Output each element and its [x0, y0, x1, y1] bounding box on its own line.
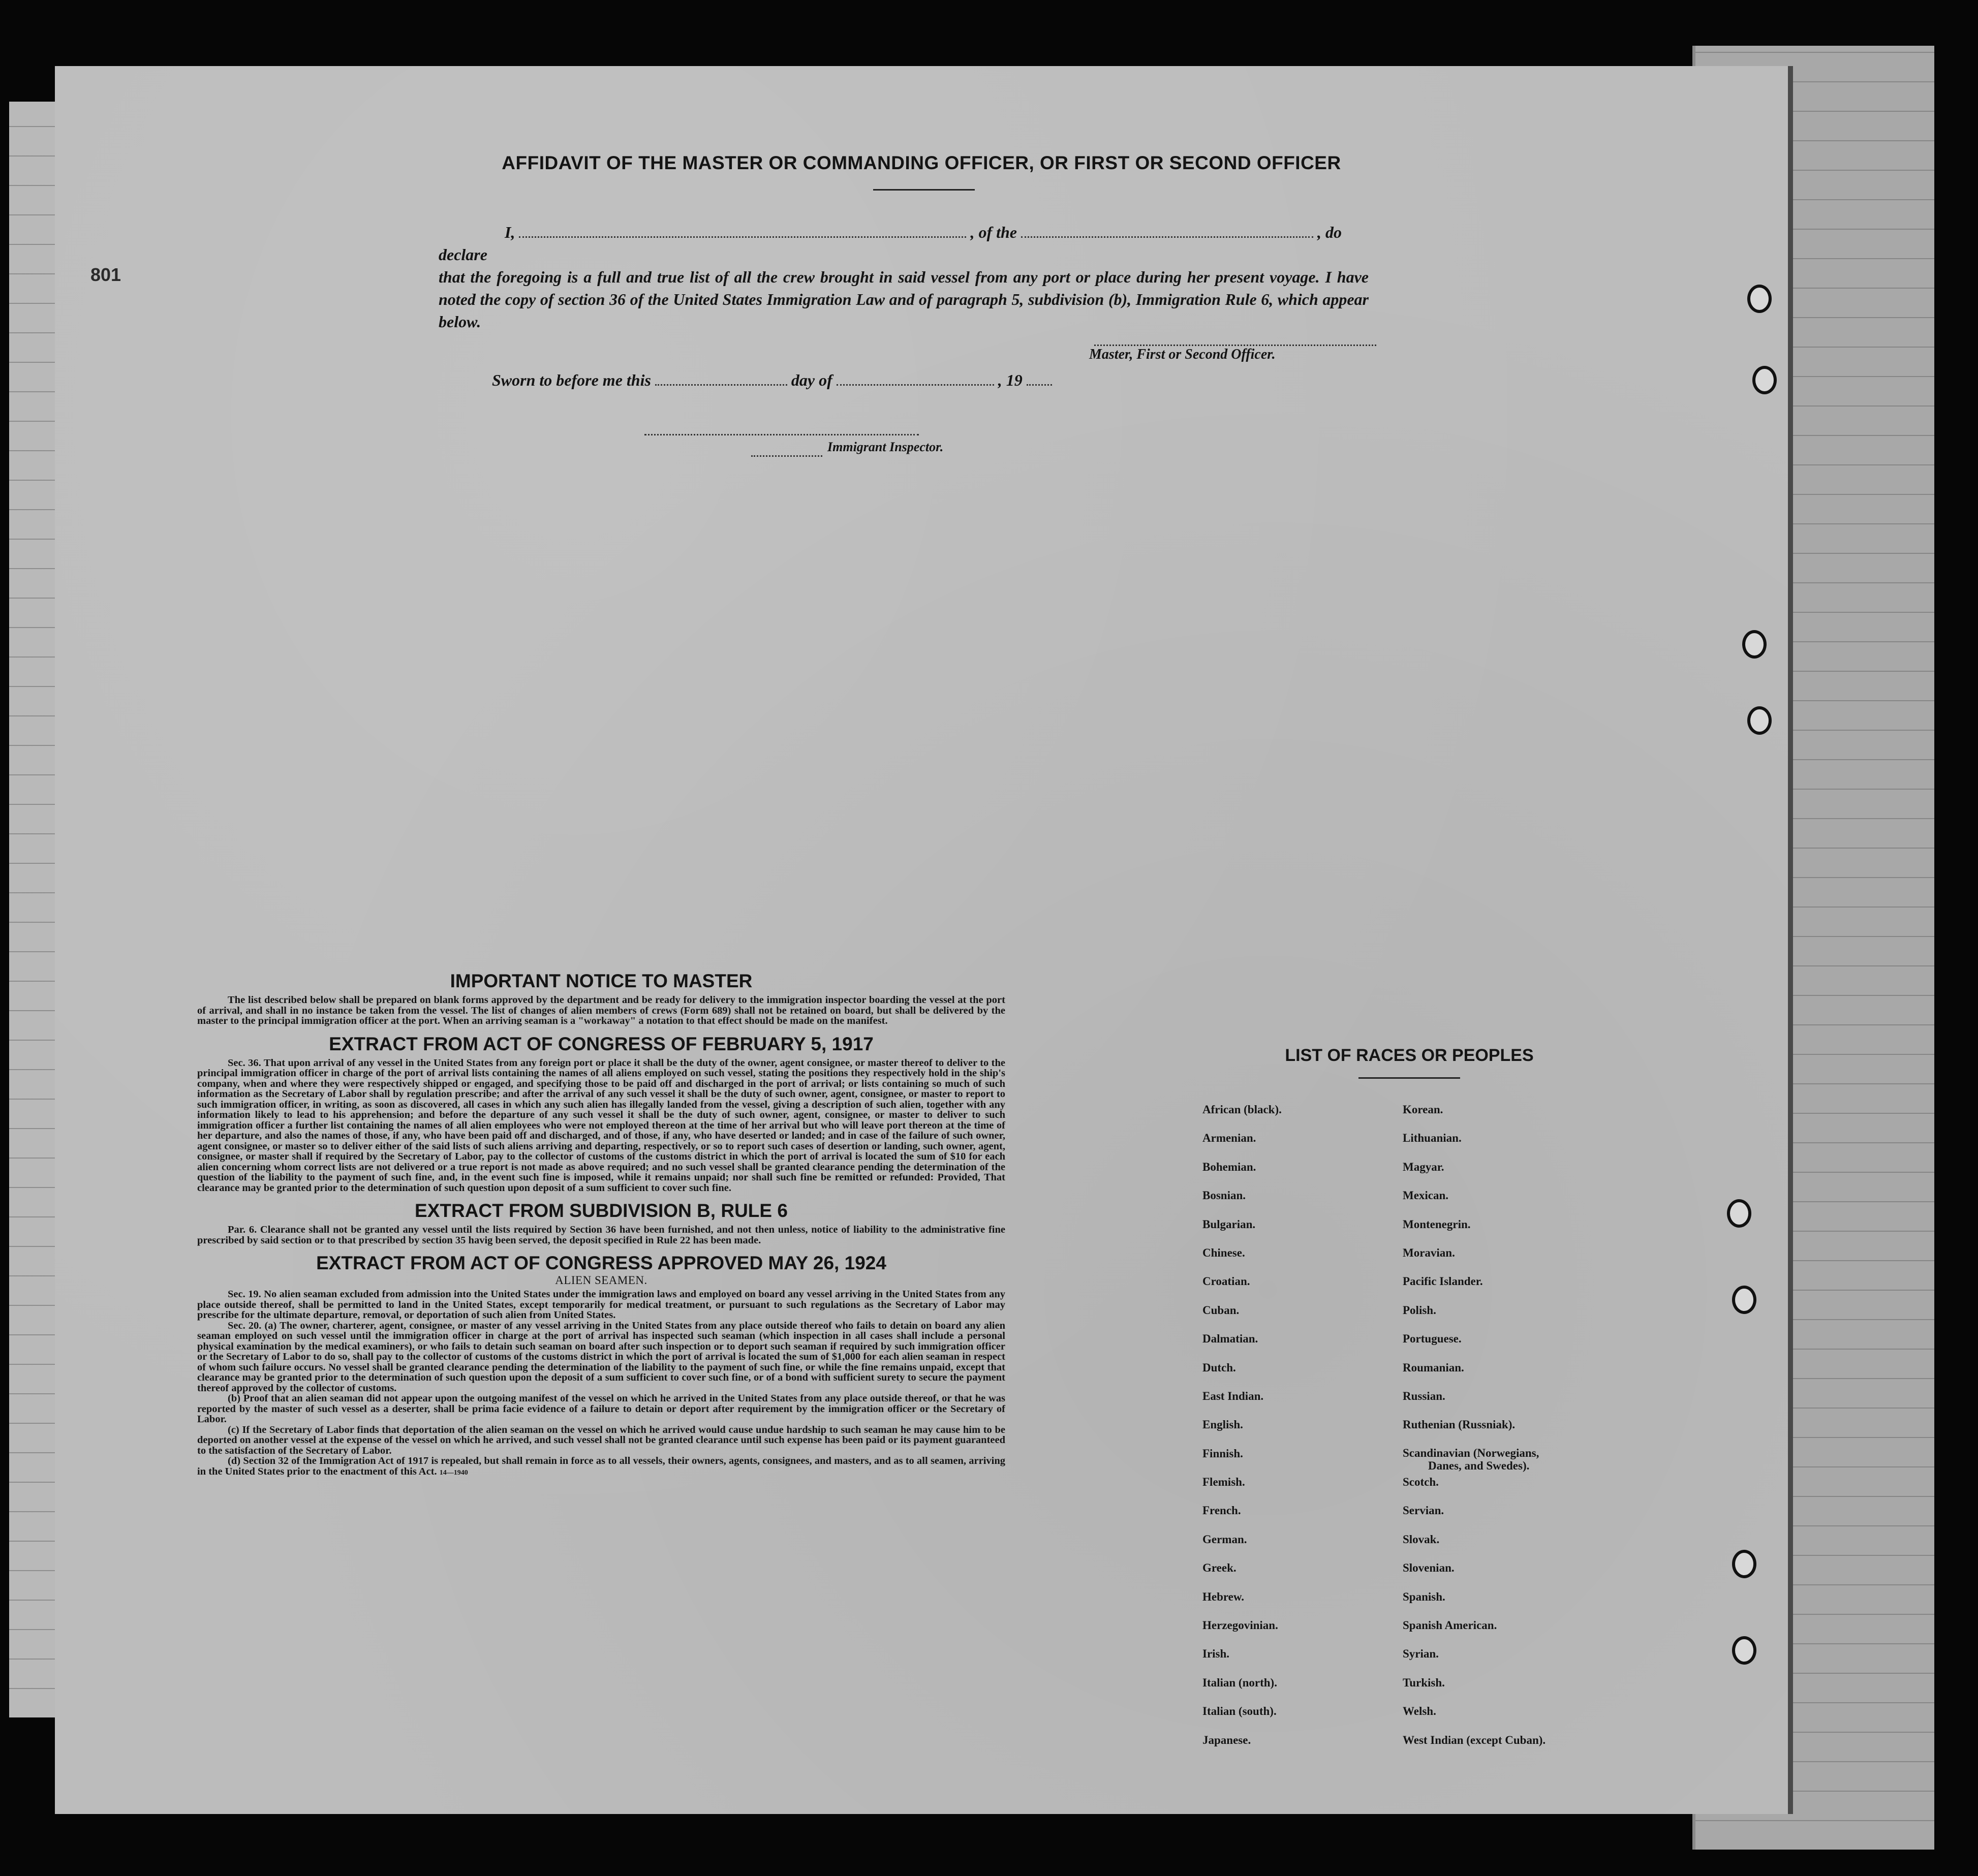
race-item: Spanish American. [1403, 1619, 1497, 1632]
punch-hole [1732, 1286, 1756, 1314]
affidavit-do-declare: , do declare [439, 223, 1342, 264]
inspector-label: Immigrant Inspector. [827, 440, 944, 454]
legal-notices [197, 971, 1005, 1478]
extract-1924-sec20d-text: (d) Section 32 of the Immigration Act of 1917 is repealed, but shall remain in force as to all vessels, their owners, agents, consignees, and masters, and as to all seamen, arriving in the United States prior to the enactment of this Act. [197, 1455, 1005, 1477]
races-right-column [1403, 1103, 1546, 1762]
race-item: Mexican. [1403, 1189, 1449, 1202]
race-item: Bulgarian. [1202, 1217, 1256, 1231]
form-code: 14—1940 [439, 1468, 468, 1477]
vessel-name-field[interactable] [1021, 223, 1313, 238]
extract-1924-sec19: Sec. 19. No alien seaman excluded from admission into the United States under the immigration laws and employed on board any vessel arriving in the United States from any place outside thereof, shall be permitted to land in the United States, except temporarily for medical treatment, or pursuant to such regulations as the Secretary of Labor may prescribe for the ultimate departure, removal, or deportation of such alien from United States. [197, 1289, 1005, 1321]
extract-1924-subtitle: ALIEN SEAMEN. [555, 1274, 647, 1287]
inspector-initial-field[interactable] [751, 442, 822, 457]
margin-number: 801 [90, 264, 121, 285]
race-item: English. [1202, 1418, 1243, 1431]
race-item: African (black). [1202, 1103, 1282, 1116]
sworn-statement [492, 371, 1052, 390]
sworn-day-field[interactable] [655, 371, 787, 386]
affidavit-title: AFFIDAVIT OF THE MASTER OR COMMANDING OFFICER, OR FIRST OR SECOND OFFICER [502, 152, 1341, 173]
race-item: Ruthenian (Russniak). [1403, 1418, 1516, 1431]
race-item: Finnish. [1202, 1447, 1243, 1460]
race-item-two-line [1403, 1447, 1546, 1475]
punch-hole [1747, 285, 1772, 313]
extract-1924-sec20b: (b) Proof that an alien seaman did not appear upon the outgoing manifest of the vessel on which he arrived in the United States from any place outside thereof, or that he was reported by the master of such vessel as a deserter, shall be prima facie evidence of a failure to detain or deport after requirement by the immigration officer or the Secretary of Labor. [197, 1393, 1005, 1425]
signature-label: Master, First or Second Officer. [1089, 347, 1276, 362]
race-item: Pacific Islander. [1403, 1275, 1483, 1288]
races-left-column [1202, 1103, 1282, 1762]
races-title: LIST OF RACES OR PEOPLES [1285, 1046, 1534, 1065]
sworn-year-label: , 19 [998, 371, 1023, 389]
punch-hole [1742, 630, 1767, 659]
race-item: Magyar. [1403, 1160, 1444, 1173]
master-name-field[interactable] [519, 223, 966, 238]
race-item: Flemish. [1202, 1476, 1245, 1489]
inspector-signature-field[interactable] [644, 421, 919, 435]
affidavit-body: that the foregoing is a full and true list of all the crew brought in said vessel from any port or place during her present voyage. I have noted the copy of section 36 of the United States Immigration Law and of paragraph 5, subdivision (b), Immigration Rule 6, which appear below. [439, 268, 1369, 331]
race-item: Dutch. [1202, 1361, 1236, 1374]
race-item: Bosnian. [1202, 1189, 1246, 1202]
race-item: Japanese. [1202, 1733, 1251, 1746]
extract-1924-sec20a: Sec. 20. (a) The owner, charterer, agent, consignee, or master of any vessel arriving in the United States from any place outside thereof who fails to detain on board any alien seaman employed on such vessel until the immigration officer in charge at the port of arrival has inspected such seaman (which inspection in all cases shall include a personal physical examination by the medical examiners), or who fails to detain such seaman on board after such inspection or to deport such seaman if required by such immigration officer or the Secretary of Labor to do so, shall pay to the collector of customs of the customs district in which the port of arrival is located the sum of $1,000 for each alien seaman in respect of whom such failure occurs. No vessel shall be granted clearance pending the determination of the liability to the payment of such fine, or while the fine remains unpaid, except that clearance may be granted prior to the determination of such question upon the deposit of a sum sufficient to cover such fine, or of a bond with sufficient surety to secure the payment thereof approved by the collector of customs. [197, 1320, 1005, 1394]
notice-title: IMPORTANT NOTICE TO MASTER [450, 971, 753, 991]
race-item: Danes, and Swedes). [1428, 1459, 1530, 1472]
extract-rule6-title: EXTRACT FROM SUBDIVISION B, RULE 6 [415, 1200, 788, 1221]
race-item: Moravian. [1403, 1246, 1455, 1259]
extract-1917-title: EXTRACT FROM ACT OF CONGRESS OF FEBRUARY 5, 1917 [329, 1033, 874, 1054]
race-item: Bohemian. [1202, 1160, 1256, 1173]
sworn-month-field[interactable] [837, 371, 994, 386]
race-item: Italian (south). [1202, 1705, 1277, 1718]
race-item: Chinese. [1202, 1246, 1245, 1259]
race-item: German. [1202, 1533, 1247, 1546]
affidavit-first-line [439, 221, 1369, 266]
race-item: Scandinavian (Norwegians, [1403, 1446, 1539, 1459]
race-item: West Indian (except Cuban). [1403, 1733, 1546, 1746]
punch-hole [1727, 1199, 1751, 1228]
races-title-rule [1358, 1077, 1460, 1079]
race-item: Welsh. [1403, 1705, 1436, 1718]
form-page [55, 66, 1793, 1814]
notice-body: The list described below shall be prepared on blank forms approved by the department and be ready for delivery to the immigration inspector boarding the vessel at the port of arrival, and shall in no instance be taken from the vessel. The list of changes of alien members of crews (Form 689) shall not be retained on board, but shall be delivered by the master to the principal immigration officer at the port. When an arriving seaman is a "workaway" a notation to that effect should be made on the manifest. [197, 994, 1005, 1026]
race-item: Italian (north). [1202, 1676, 1277, 1689]
race-item: Montenegrin. [1403, 1217, 1471, 1231]
title-rule [873, 189, 975, 191]
punch-hole [1747, 706, 1772, 735]
affidavit-pronoun: I, [505, 223, 515, 241]
officer-signature-field[interactable] [1094, 331, 1376, 346]
race-item: Turkish. [1403, 1676, 1445, 1689]
sworn-year-field[interactable] [1027, 371, 1052, 386]
race-item: Scotch. [1403, 1476, 1439, 1489]
extract-1924-title: EXTRACT FROM ACT OF CONGRESS APPROVED MAY 26, 1924 [316, 1253, 886, 1273]
race-item: Polish. [1403, 1303, 1436, 1317]
race-item: Russian. [1403, 1389, 1445, 1402]
punch-hole [1732, 1550, 1756, 1578]
race-item: Hebrew. [1202, 1590, 1244, 1603]
race-item: Spanish. [1403, 1590, 1445, 1603]
race-item: Slovak. [1403, 1533, 1440, 1546]
race-item: Greek. [1202, 1561, 1237, 1575]
race-item: Portuguese. [1403, 1332, 1462, 1346]
race-item: Slovenian. [1403, 1561, 1455, 1575]
punch-hole [1732, 1636, 1756, 1665]
affidavit-of-the: , of the [970, 223, 1017, 241]
race-item: Korean. [1403, 1103, 1443, 1116]
race-item: Irish. [1202, 1647, 1230, 1661]
race-item: Dalmatian. [1202, 1332, 1258, 1346]
race-item: East Indian. [1202, 1389, 1264, 1402]
race-item: Cuban. [1202, 1303, 1240, 1317]
race-item: French. [1202, 1504, 1241, 1517]
race-item: Herzegovinian. [1202, 1619, 1278, 1632]
race-item: Servian. [1403, 1504, 1444, 1517]
race-item: Croatian. [1202, 1275, 1250, 1288]
race-item: Roumanian. [1403, 1361, 1464, 1374]
affidavit-statement [439, 221, 1369, 333]
extract-1924-sec20d [197, 1456, 1005, 1478]
sworn-prefix: Sworn to before me this [492, 371, 651, 389]
sworn-day-label: day of [791, 371, 832, 389]
race-item: Syrian. [1403, 1647, 1439, 1661]
race-item: Armenian. [1202, 1132, 1256, 1145]
punch-hole [1752, 366, 1777, 394]
race-item: Lithuanian. [1403, 1132, 1462, 1145]
extract-1924-sec20c: (c) If the Secretary of Labor finds that deportation of the alien seaman on the vessel on which he arrived would cause undue hardship to such seaman he may cause him to be deported on another vessel at the expense of the vessel on which he arrived, and such vessel shall not be granted clearance until such expense has been paid or its payment guaranteed to the satisfaction of the Secretary of Labor. [197, 1424, 1005, 1456]
extract-rule6-body: Par. 6. Clearance shall not be granted any vessel until the lists required by Section 36 have been furnished, and not then unless, notice of liability to the administrative fine prescribed by said section or to that prescribed by section 35 havig been served, the deposit specified in Rule 22 has been made. [197, 1224, 1005, 1246]
extract-1917-body: Sec. 36. That upon arrival of any vessel in the United States from any foreign port or place it shall be the duty of the owner, agent consignee, or master thereof to deliver to the principal immigration officer in charge of the port of arrival lists containing the names of all aliens employed on such vessel, stating the positions they respectively hold in the ship's company, when and where they were respectively shipped or engaged, and specifying those to be paid off and discharged in the port of arrival; or lists containing so much of such information as the Secretary of Labor shall by regulation prescribe; and after the arrival of any such vessel it shall be the duty of such owner, agent, consignee, or master to report to such immigration officer, in writing, as soon as discovered, all cases in which any such alien has illegally landed from the vessel, giving a description of such alien, together with any information likely to lead to his apprehension; and before the departure of any such vessel it shall be the duty of such owner, agent, consignee, or master to deliver to such immigration officer a further list containing the names of all alien employees who were not employed thereon at the time of her arrival but who will leave port thereon at the time of her departure, and also the names of those, if any, who have been paid off and discharged, and of those, if any, who have deserted or landed; and in case of the failure of such owner, agent consignee, or master so to deliver either of the said lists of such aliens arriving and departing, respectively, or so to report such cases of desertion or landing, such owner, agent, consignee, or master shall if required by the Secretary of Labor, pay to the collector of customs of the customs district in which the port of arrival is located the sum of $10 for each alien concerning whom correct lists are not delivered or a true report is not made as above required; and no such vessel shall be granted clearance pending the determination of the question of the liability to the payment of such fine, and, in the event such fine is imposed, while it remains unpaid; nor shall such fine be remitted or refunded: Provided, That clearance may be granted prior to the determination of such question upon deposit of a sum sufficient to cover such fine. [197, 1057, 1005, 1194]
